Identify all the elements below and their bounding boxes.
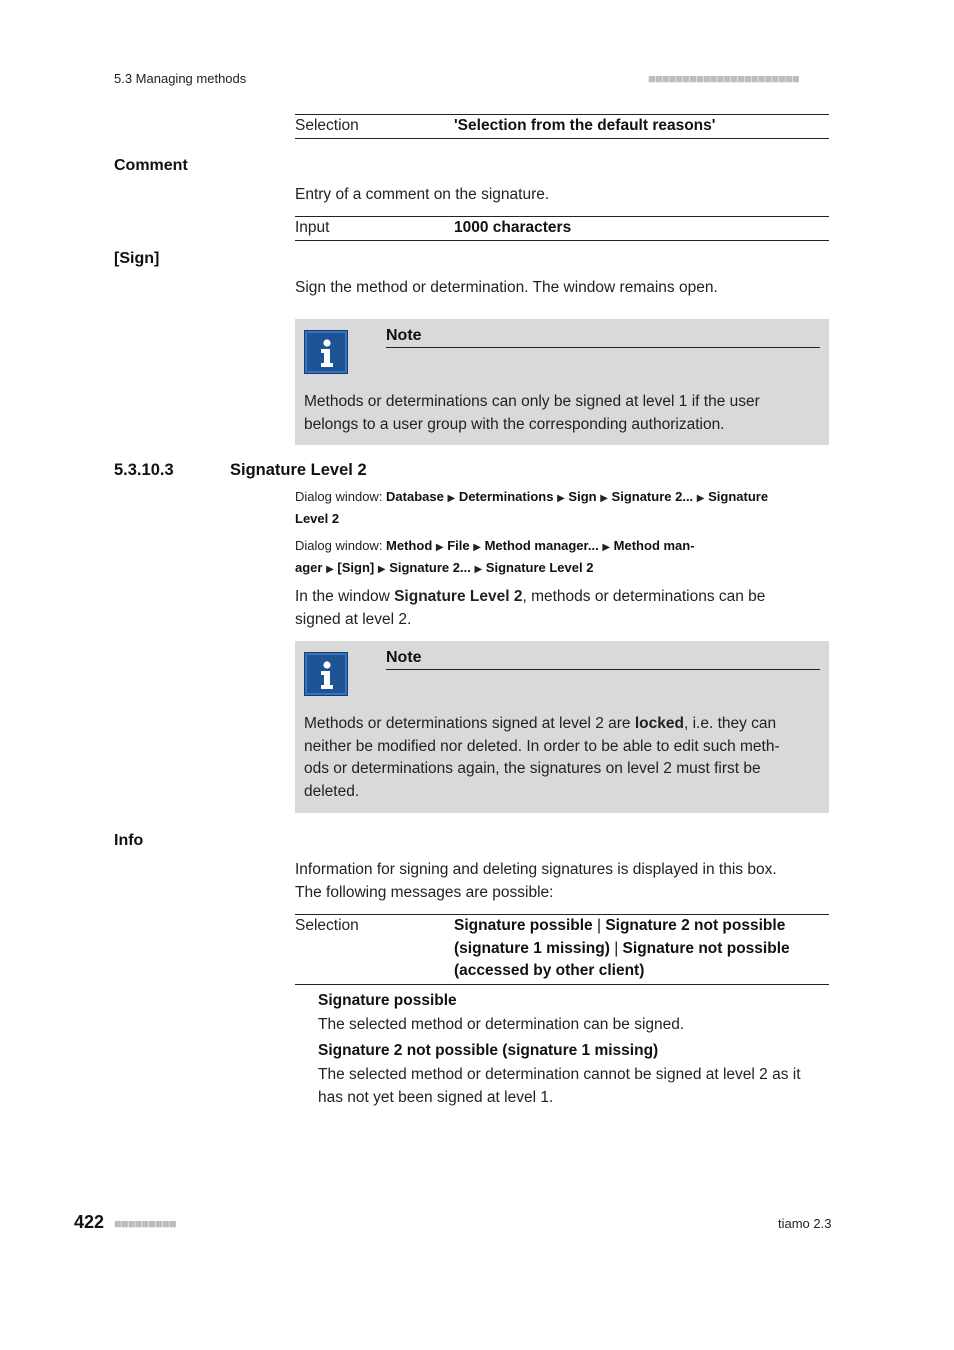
- selection-reason-row: [295, 114, 829, 139]
- info-description: Information for signing and deleting signatures is displayed in this box. The following messages are possible:: [295, 861, 777, 901]
- definition-term: Signature possible: [318, 992, 457, 1009]
- section-number: 5.3.10.3: [114, 461, 174, 479]
- definition-description: The selected method or determination can be signed.: [318, 1016, 685, 1033]
- dialog-path-method: Dialog window: Method ▶ File ▶ Method manager... ▶ Method man- ager ▶ [Sign] ▶ Signature 2... ▶ Signature Level 2: [295, 538, 695, 575]
- param-value: 1000 characters: [454, 219, 572, 236]
- param-key: Selection: [295, 917, 359, 934]
- info-icon: [304, 652, 348, 696]
- info-icon: [304, 330, 348, 374]
- running-header: 5.3 Managing methods: [114, 71, 247, 86]
- param-key: Input: [295, 219, 330, 236]
- definition-term: Signature 2 not possible (signature 1 missing): [318, 1042, 659, 1059]
- comment-label: Comment: [114, 157, 188, 174]
- note-title: Note: [386, 649, 820, 670]
- intro-paragraph: In the window Signature Level 2, methods or determinations can be signed at level 2.: [295, 588, 766, 628]
- sign-label: [Sign]: [114, 250, 160, 267]
- product-name: tiamo 2.3: [778, 1216, 832, 1231]
- sign-description: Sign the method or determination. The window remains open.: [295, 279, 718, 296]
- param-key: Selection: [295, 117, 359, 134]
- definition-description: The selected method or determination cannot be signed at level 2 as it has not yet been signed at level 1.: [318, 1066, 801, 1106]
- page-number: 422: [74, 1212, 105, 1232]
- param-value: 'Selection from the default reasons': [454, 117, 716, 134]
- note-text: Methods or determinations signed at level 2 are locked, i.e. they can neither be modified nor deleted. In order to be able to edit such meth- ods or determinations again, the signatures on level 2 must first be deleted.: [304, 715, 780, 800]
- note-text: Methods or determinations can only be signed at level 1 if the user belongs to a user group with the corresponding authorization.: [304, 393, 760, 433]
- param-value: Signature possible | Signature 2 not possible (signature 1 missing) | Signature not possible (accessed by other client): [454, 917, 790, 979]
- comment-input-row: [295, 216, 829, 241]
- info-label: Info: [114, 832, 144, 849]
- footer-decoration: ■■■■■■■■■: [114, 1216, 176, 1231]
- section-title: Signature Level 2: [230, 461, 367, 479]
- info-selection-row: [295, 914, 829, 985]
- header-decoration: ■■■■■■■■■■■■■■■■■■■■■■: [648, 71, 799, 86]
- note-box-locked: [295, 641, 829, 813]
- comment-description: Entry of a comment on the signature.: [295, 186, 550, 203]
- note-box: [295, 319, 829, 445]
- note-title: Note: [386, 327, 820, 348]
- dialog-path-database: Dialog window: Database ▶ Determinations ▶ Sign ▶ Signature 2... ▶ Signature Level 2: [295, 489, 769, 526]
